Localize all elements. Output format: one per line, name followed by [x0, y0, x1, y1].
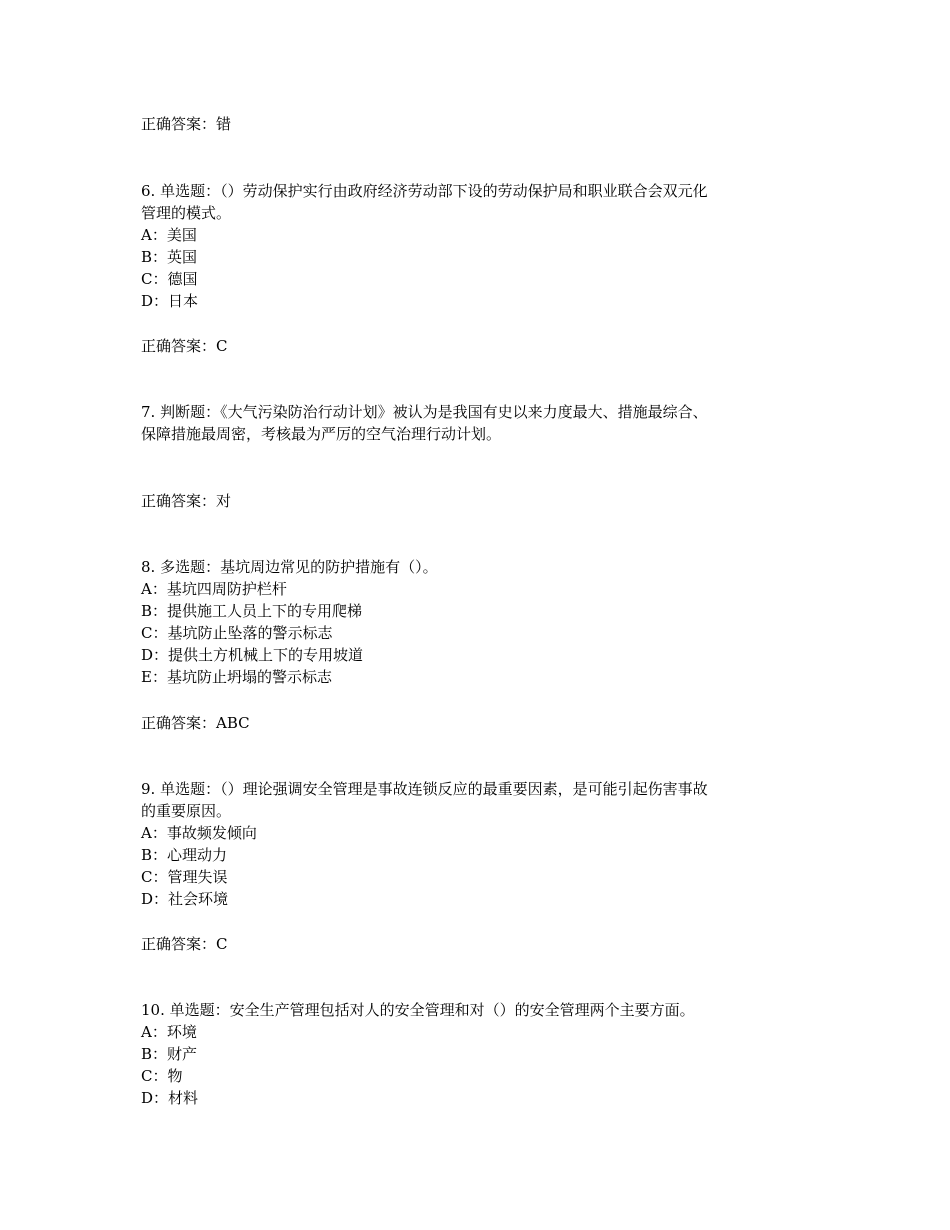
answer-label: 正确答案： — [141, 714, 217, 732]
question-6-text-cont: 管理的模式。 — [141, 204, 232, 222]
question-10-text: 10. 单选题：安全生产管理包括对人的安全管理和对（）的安全管理两个主要方面。 — [141, 1001, 695, 1019]
question-10-option-d: D：材料 — [141, 1089, 199, 1107]
answer-label: 正确答案： — [141, 935, 217, 953]
answer-value: 对 — [216, 492, 232, 510]
answer-line-q9 — [141, 933, 228, 955]
answer-line-q7 — [141, 490, 231, 512]
question-10-option-a: A：环境 — [141, 1023, 197, 1041]
question-9-option-d: D：社会环境 — [141, 890, 229, 908]
question-6-text: 6. 单选题：（）劳动保护实行由政府经济劳动部下设的劳动保护局和职业联合会双元化 — [141, 182, 708, 200]
answer-label: 正确答案： — [141, 492, 217, 510]
question-8-option-c: C：基坑防止坠落的警示标志 — [141, 624, 333, 642]
question-9-option-b: B：心理动力 — [141, 846, 228, 864]
question-7-text: 7. 判断题：《大气污染防治行动计划》被认为是我国有史以来力度最大、措施最综合、 — [141, 403, 708, 421]
question-6-option-b: B：英国 — [141, 248, 198, 266]
question-7-text-cont: 保障措施最周密，考核最为严厉的空气治理行动计划。 — [141, 425, 502, 443]
answer-label: 正确答案： — [141, 337, 217, 355]
question-9-text-cont: 的重要原因。 — [141, 802, 232, 820]
question-8-option-d: D：提供土方机械上下的专用坡道 — [141, 646, 364, 664]
answer-value: ABC — [216, 714, 250, 732]
question-9-option-c: C：管理失误 — [141, 868, 228, 886]
question-8-option-e: E：基坑防止坍塌的警示标志 — [141, 668, 332, 686]
question-8-option-a: A：基坑四周防护栏杆 — [141, 580, 287, 598]
answer-line-q8 — [141, 712, 250, 734]
question-6-option-a: A：美国 — [141, 226, 197, 244]
question-6-option-d: D：日本 — [141, 292, 199, 310]
answer-value: C — [216, 935, 228, 953]
answer-label: 正确答案： — [141, 115, 217, 133]
question-8-text: 8. 多选题：基坑周边常见的防护措施有（）。 — [141, 558, 438, 576]
question-8-option-b: B：提供施工人员上下的专用爬梯 — [141, 602, 363, 620]
answer-line-q5 — [141, 113, 231, 135]
answer-value: 错 — [216, 115, 232, 133]
question-10-option-c: C：物 — [141, 1067, 183, 1085]
answer-line-q6 — [141, 335, 228, 357]
question-9-option-a: A：事故频发倾向 — [141, 824, 257, 842]
question-6-option-c: C：德国 — [141, 270, 198, 288]
answer-value: C — [216, 337, 228, 355]
question-9-text: 9. 单选题：（）理论强调安全管理是事故连锁反应的最重要因素，是可能引起伤害事故 — [141, 780, 708, 798]
question-10-option-b: B：财产 — [141, 1045, 198, 1063]
